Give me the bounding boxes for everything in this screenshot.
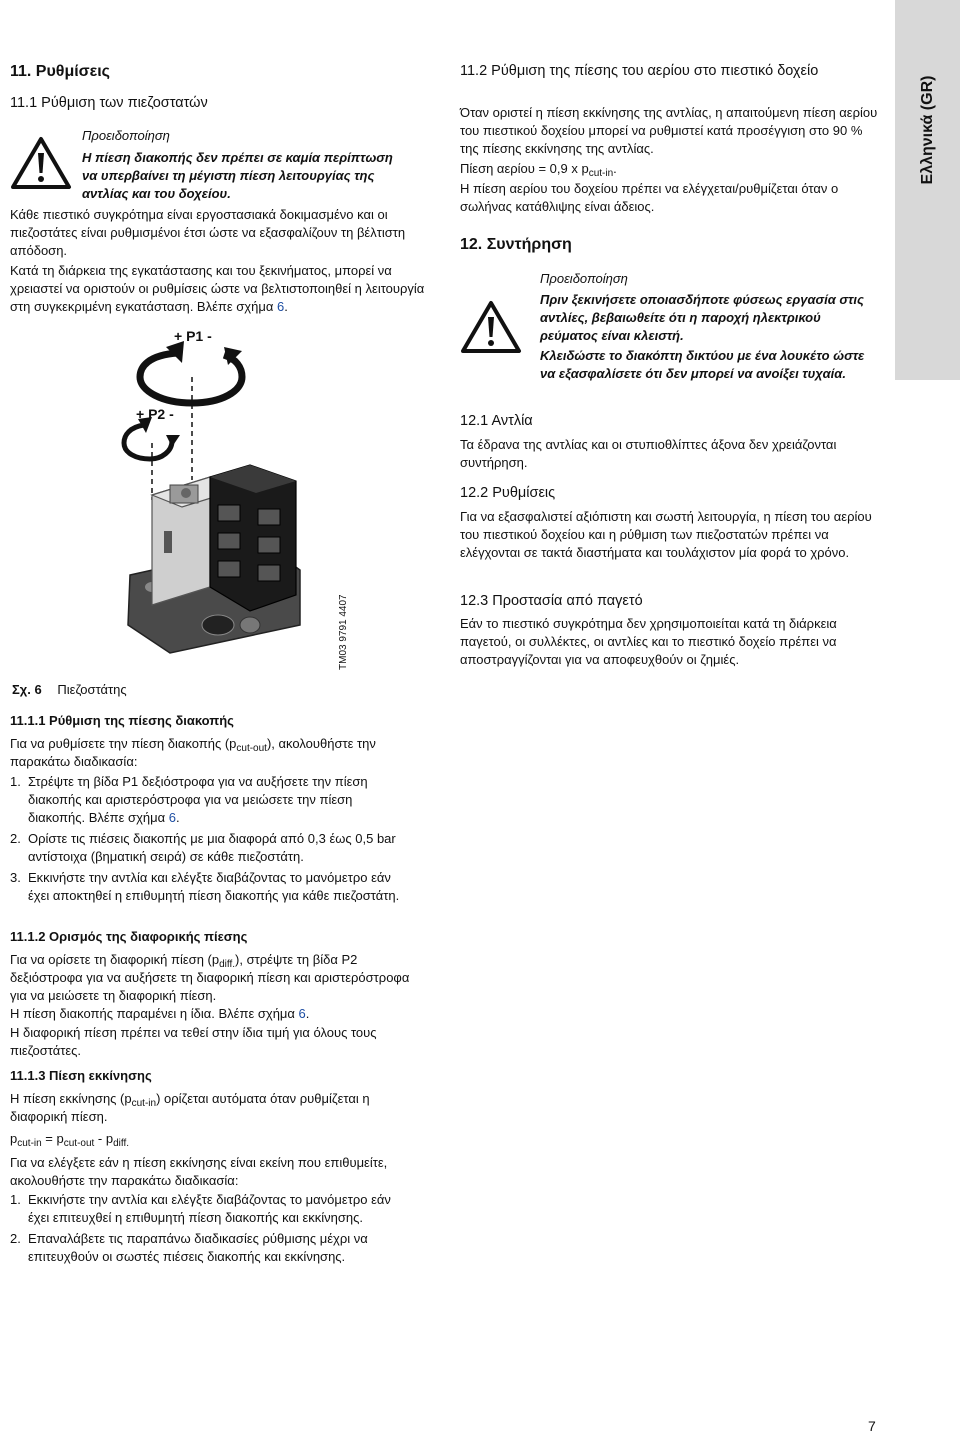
list-item xyxy=(10,1191,410,1227)
subscript: diff. xyxy=(113,1138,130,1149)
paragraph-pump-maintenance: Τα έδρανα της αντλίας και οι στυπιοθλίπτες άξονα δεν χρειάζονται συντήρηση. xyxy=(460,437,837,470)
figure-caption-number: Σχ. 6 xyxy=(12,682,42,697)
text-segment: p xyxy=(10,1131,18,1146)
formula-cut-in xyxy=(10,1130,129,1148)
step-text: Ορίστε τις πιέσεις διακοπής με μια διαφορά από 0,3 έως 0,5 bar αντίστοιχα (βηματική σειρά) σε κάθε πιεζοστάτη. xyxy=(28,831,396,864)
subsection-heading-12-1: 12.1 Αντλία xyxy=(460,413,533,429)
text-segment: ), ακολουθήστε την παρακάτω διαδικασία: xyxy=(10,736,376,769)
cut-out-steps-list xyxy=(10,773,410,905)
section-heading-12: 12. Συντήρηση xyxy=(460,236,572,253)
label-p2: + P2 - xyxy=(136,406,174,422)
step-text: Επαναλάβετε τις παραπάνω διαδικασίες ρύθμισης μέχρι να επιτευχθούν οι σωστές πιέσεις διακοπής και εκκίνησης. xyxy=(28,1231,368,1264)
subsection-heading-11-1-2: 11.1.2 Ορισμός της διαφορικής πίεσης xyxy=(10,929,248,944)
period: . xyxy=(176,810,180,825)
warning-text: Η πίεση διακοπής δεν πρέπει σε καμία περίπτωση να υπερβαίνει τη μέγιστη πίεση λειτουργίας της αντλίας και του δοχείου. xyxy=(82,150,393,201)
paragraph-settings-check: Για να εξασφαλιστεί αξιόπιστη και σωστή λειτουργία, η πίεση του αερίου του πιεστικού δοχείου και η ρύθμιση των πιεζοστατών πρέπει να ελέγχονται σε τακτά διαστήματα και τουλάχιστον μία φορά το χρόνο. xyxy=(460,509,872,560)
subscript: diff. xyxy=(219,959,236,970)
pressure-switch-figure xyxy=(100,325,420,675)
subscript: cut-out xyxy=(63,1138,95,1149)
text-segment: = p xyxy=(41,1131,64,1146)
text-segment: ), στρέψτε τη βίδα P2 δεξιόστροφα για να αυξήσετε τη διαφορική πίεση και αριστερόστροφα για να μειώσετε τη διαφορική πίεση. xyxy=(10,952,410,1003)
subscript: cut-in xyxy=(131,1098,157,1109)
paragraph-cut-in xyxy=(10,1090,410,1126)
language-tab-label: Ελληνικά (GR) xyxy=(918,75,936,185)
subsection-heading-11-2: 11.2 Ρύθμιση της πίεσης του αερίου στο πιεστικό δοχείο xyxy=(460,63,819,79)
paragraph-installation-text: Κατά τη διάρκεια της εγκατάστασης και του ξεκινήματος, μπορεί να χρειαστεί να οριστούν οι ρυθμίσεις ώστε να βελτιστοποιηθεί η λειτουργία στη συγκεκριμένη εγκατάσταση. Βλέπε σχήμα xyxy=(10,263,425,314)
list-item xyxy=(10,1230,410,1266)
paragraph-check-cut-in: Για να ελέγξετε εάν η πίεση εκκίνησης είναι εκείνη που επιθυμείτε, ακολουθήστε την παρακάτω διαδικασία: xyxy=(10,1155,388,1188)
list-item xyxy=(10,869,410,905)
list-item xyxy=(10,830,410,866)
text-segment: - p xyxy=(94,1131,114,1146)
cut-in-steps-list xyxy=(10,1191,410,1266)
language-tab xyxy=(895,0,960,380)
figure-caption-text: Πιεζοστάτης xyxy=(57,682,127,697)
step-text: Εκκινήστε την αντλία και ελέγξτε διαβάζοντας το μανόμετρο εάν έχει αποκτηθεί η επιθυμητή πίεση διακοπής για κάθε πιεζοστάτη. xyxy=(28,870,400,903)
step-text: Εκκινήστε την αντλία και ελέγξτε διαβάζοντας το μανόμετρο εάν έχει επιτευχθεί η επιθυμητή πίεση διακοπής και εκκίνησης. xyxy=(28,1192,391,1225)
text-segment: Πίεση αερίου = 0,9 x p xyxy=(460,161,589,176)
step-text: Στρέψτε τη βίδα P1 δεξιόστροφα για να αυξήσετε την πίεση διακοπής και αριστερόστροφα για να μειώσετε την πίεση διακοπής. Βλέπε σχήμα xyxy=(28,774,368,825)
period: . xyxy=(305,1006,310,1021)
subsection-heading-11-1-1: 11.1.1 Ρύθμιση της πίεσης διακοπής xyxy=(10,713,234,728)
page-number: 7 xyxy=(868,1418,876,1434)
subsection-heading-12-2: 12.2 Ρυθμίσεις xyxy=(460,485,556,501)
list-item xyxy=(10,773,410,827)
text-segment: Για να ορίσετε τη διαφορική πίεση (p xyxy=(10,952,220,967)
text-segment: ) ορίζεται αυτόματα όταν ρυθμίζεται η διαφορική πίεση. xyxy=(10,1091,370,1124)
step-number: 2. xyxy=(10,831,21,846)
paragraph-gas-pressure: Όταν οριστεί η πίεση εκκίνησης της αντλίας, η απαιτούμενη πίεση αερίου του πιεστικού δοχείου μπορεί να ρυθμιστεί κατά προσέγγιση στο 90 % της πίεσης εκκίνησης της αντλίας. xyxy=(460,105,878,156)
step-number: 2. xyxy=(10,1231,21,1246)
rotation-arrow-p1-icon xyxy=(140,341,242,403)
subscript: cut-out xyxy=(236,743,267,754)
figure-reference-link[interactable]: 6 xyxy=(298,1006,306,1021)
paragraph-factory-tested: Κάθε πιεστικό συγκρότημα είναι εργοστασιακά δοκιμασμένο και οι πιεζοστάτες είναι ρυθμισμένοι έτσι ώστε να εξασφαλίζουν τη βέλτιστη απόδοση. xyxy=(10,207,406,258)
figure-code: TM03 9791 4407 xyxy=(338,594,349,670)
period: . xyxy=(613,161,617,176)
figure-reference-link[interactable]: 6 xyxy=(168,810,176,825)
label-p1: + P1 - xyxy=(174,328,212,344)
step-number: 1. xyxy=(10,1192,21,1207)
subscript: cut-in xyxy=(17,1138,42,1149)
warning-label: Προειδοποίηση xyxy=(82,128,170,143)
figure-caption xyxy=(12,681,127,699)
paragraph-cut-out-unchanged xyxy=(10,1005,420,1023)
paragraph-gas-formula xyxy=(460,160,617,178)
paragraph-cut-out-intro xyxy=(10,735,425,771)
text-segment: Για να ρυθμίσετε την πίεση διακοπής (p xyxy=(10,736,237,751)
figure-reference-link[interactable]: 6 xyxy=(276,299,285,314)
warning-text-power: Πριν ξεκινήσετε οποιασδήποτε φύσεως εργασία στις αντλίες, βεβαιωθείτε ότι η παροχή ηλεκτρικού ρεύματος είναι κλειστή. xyxy=(540,292,864,343)
paragraph-frost-protection: Εάν το πιεστικό συγκρότημα δεν χρησιμοποιείται κατά τη διάρκεια παγετού, οι συλλέκτες, οι αντλίες και το πιεστικό δοχείο πρέπει να αποστραγγίζονται για να αποφευχθούν οι ζημιές. xyxy=(460,616,837,667)
warning-icon xyxy=(10,136,72,190)
warning-text-lock: Κλειδώστε το διακόπτη δικτύου με ένα λουκέτο ώστε να εξασφαλίσετε ότι δεν μπορεί να ανοίξει τυχαία. xyxy=(540,348,865,381)
subscript: cut-in xyxy=(588,168,614,179)
text-segment: Η πίεση εκκίνησης (p xyxy=(10,1091,132,1106)
subsection-heading-11-1: 11.1 Ρύθμιση των πιεζοστατών xyxy=(10,95,208,111)
subsection-heading-11-1-3: 11.1.3 Πίεση εκκίνησης xyxy=(10,1068,152,1083)
paragraph-diff-pressure xyxy=(10,951,410,1005)
section-heading-11: 11. Ρυθμίσεις xyxy=(10,63,110,80)
paragraph-installation xyxy=(10,262,425,316)
step-number: 1. xyxy=(10,774,21,789)
paragraph-same-value: Η διαφορική πίεση πρέπει να τεθεί στην ίδια τιμή για όλους τους πιεζοστάτες. xyxy=(10,1025,377,1058)
subsection-heading-12-3: 12.3 Προστασία από παγετό xyxy=(460,593,643,609)
warning-label: Προειδοποίηση xyxy=(540,271,628,286)
paragraph-gas-check: Η πίεση αερίου του δοχείου πρέπει να ελέγχεται/ρυθμίζεται όταν ο σωλήνας κατάθλιψης είναι άδειος. xyxy=(460,181,839,214)
step-number: 3. xyxy=(10,870,21,885)
text-segment: Η πίεση διακοπής παραμένει η ίδια. Βλέπε σχήμα xyxy=(10,1006,299,1021)
warning-icon xyxy=(460,300,522,354)
period: . xyxy=(284,299,288,314)
